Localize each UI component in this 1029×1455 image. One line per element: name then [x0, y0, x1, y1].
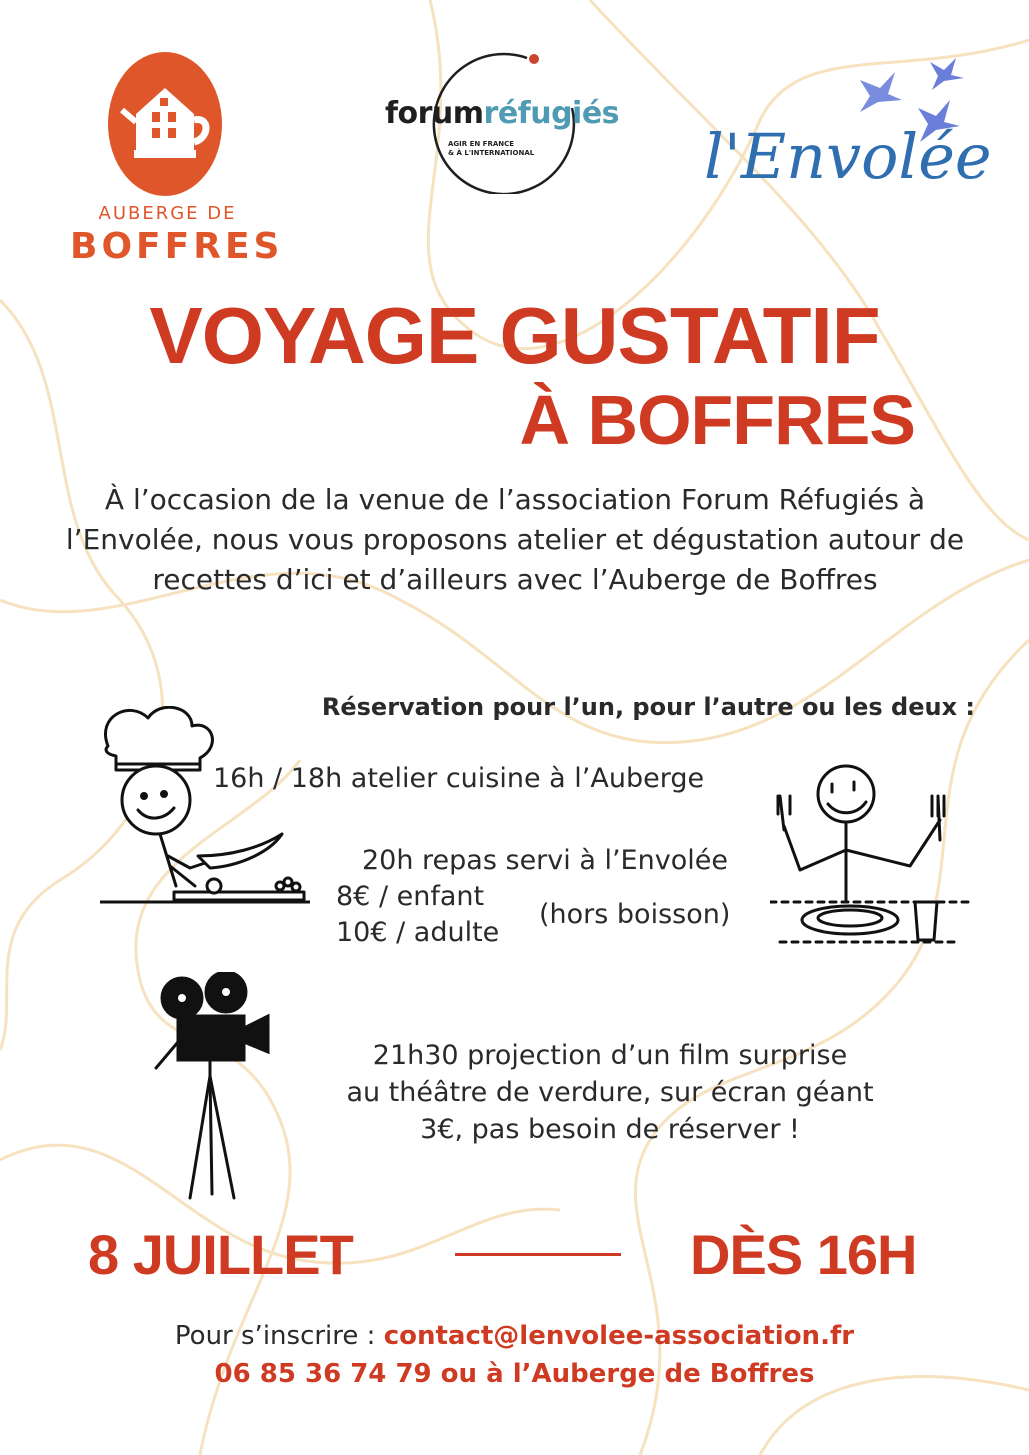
- drinks-note: (hors boisson): [539, 899, 731, 930]
- event-date: 8 JUILLET: [88, 1223, 353, 1286]
- event-time: DÈS 16H: [690, 1223, 917, 1286]
- program-cinema: [290, 1037, 930, 1148]
- date-time-divider: [455, 1253, 621, 1256]
- cinema-line1: 21h30 projection d’un film surprise: [372, 1040, 848, 1071]
- auberge-logo-line2: BOFFRES: [70, 226, 284, 267]
- intro-paragraph: À l’occasion de la venue de l’association Forum Réfugiés à l’Envolée, nous vous proposons atelier et dégustation autour de recettes d’ici et d’ailleurs avec l’Auberge de Boffres: [65, 483, 965, 596]
- diner-icon: [770, 760, 970, 960]
- chef-icon: [100, 706, 310, 906]
- forum-logo-name: [362, 96, 642, 131]
- program-repas: 20h repas servi à l’Envolée: [362, 845, 728, 876]
- forum-tag-line1: AGIR EN FRANCE: [448, 140, 515, 148]
- contact-label: Pour s’inscrire :: [174, 1321, 384, 1351]
- cinema-line3: 3€, pas besoin de réserver !: [420, 1114, 800, 1145]
- forum-logo-part2: réfugiés: [483, 96, 620, 131]
- title-line1: VOYAGE GUSTATIF: [149, 291, 880, 380]
- auberge-logo-line1: AUBERGE DE: [98, 203, 237, 224]
- auberge-logo: [70, 50, 284, 270]
- price-child: 8€ / enfant: [336, 881, 485, 912]
- forum-tag-line2: & À L'INTERNATIONAL: [448, 149, 535, 157]
- forum-logo-tagline: [448, 140, 568, 158]
- program-atelier: 16h / 18h atelier cuisine à l’Auberge: [213, 763, 705, 794]
- contact-row: [0, 1318, 1029, 1354]
- envolee-logo-text: l'Envolée: [704, 120, 992, 193]
- envolee-logo: [700, 50, 990, 220]
- contact-phone[interactable]: 06 85 36 74 79 ou à l’Auberge de Boffres: [214, 1359, 815, 1389]
- forum-logo-part1: forum: [384, 96, 484, 131]
- price-adult: 10€ / adulte: [336, 917, 500, 948]
- forum-refugies-logo: [362, 48, 642, 194]
- cinema-line2: au théâtre de verdure, sur écran géant: [346, 1077, 874, 1108]
- teapot-house-icon: [106, 50, 224, 198]
- contact-email-link[interactable]: contact@lenvolee-association.fr: [383, 1321, 855, 1351]
- reservation-heading: Réservation pour l’un, pour l’autre ou les deux :: [321, 693, 975, 721]
- title-line2: À BOFFRES: [519, 381, 915, 459]
- film-camera-icon: [150, 972, 280, 1202]
